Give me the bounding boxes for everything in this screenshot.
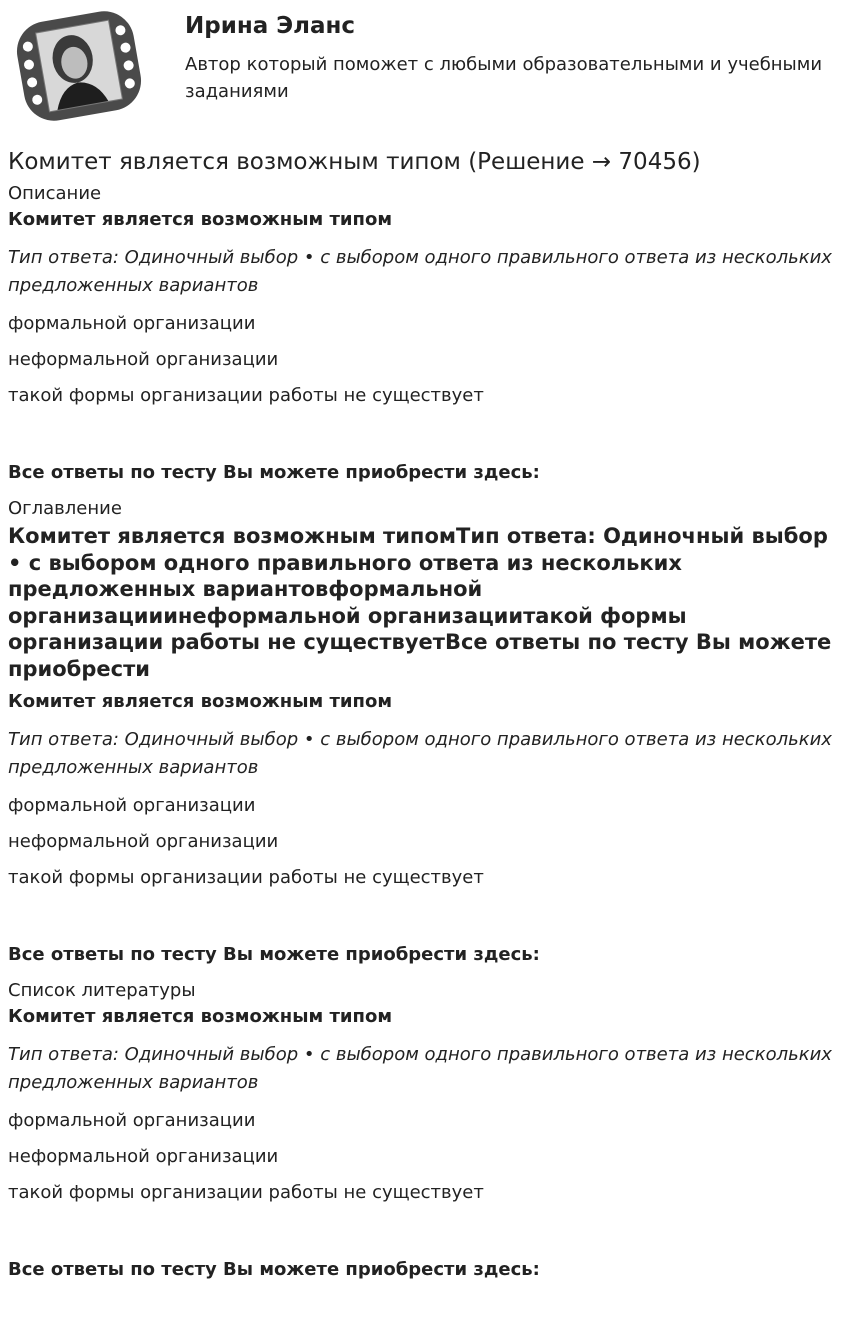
option-item: такой формы организации работы не существует xyxy=(8,867,484,888)
film-frame-avatar-icon xyxy=(8,6,150,126)
option-item: неформальной организации xyxy=(8,1146,279,1167)
description-label: Описание xyxy=(8,183,102,204)
page-title: Комитет является возможным типом (Решение → 70456) xyxy=(8,149,701,175)
option-item: такой формы организации работы не существует xyxy=(8,1182,484,1203)
answer-type: Тип ответа: Одиночный выбор • с выбором одного правильного ответа из нескольких предложенных вариантов xyxy=(8,247,832,296)
buy-answers-text: Все ответы по тесту Вы можете приобрести здесь: xyxy=(8,944,540,965)
answer-type: Тип ответа: Одиночный выбор • с выбором одного правильного ответа из нескольких предложенных вариантов xyxy=(8,729,832,778)
author-name: Ирина Эланс xyxy=(185,13,356,39)
toc-label: Оглавление xyxy=(8,498,122,519)
document-page xyxy=(8,0,839,1282)
option-item: формальной организации xyxy=(8,795,256,816)
option-item: неформальной организации xyxy=(8,349,279,370)
question-title: Комитет является возможным типом xyxy=(8,691,393,712)
question-title: Комитет является возможным типом xyxy=(8,209,393,230)
buy-answers-text: Все ответы по тесту Вы можете приобрести здесь: xyxy=(8,462,540,483)
toc-section xyxy=(8,497,839,967)
literature-label: Список литературы xyxy=(8,980,196,1001)
toc-heading: Комитет является возможным типомТип ответа: Одиночный выбор • с выбором одного правильного ответа из нескольких предложенных вариантовформальной организацииинеформальной организациитакой формы организации работы не существуетВсе ответы по тесту Вы можете приобрести xyxy=(8,524,832,681)
author-description: Автор который поможет с любыми образовательными и учебными заданиями xyxy=(185,54,823,102)
option-item: неформальной организации xyxy=(8,831,279,852)
option-item: формальной организации xyxy=(8,1110,256,1131)
answer-type: Тип ответа: Одиночный выбор • с выбором одного правильного ответа из нескольких предложенных вариантов xyxy=(8,1044,832,1093)
description-section xyxy=(8,182,839,485)
option-item: формальной организации xyxy=(8,313,256,334)
question-title: Комитет является возможным типом xyxy=(8,1006,393,1027)
author-block xyxy=(8,0,839,130)
literature-section xyxy=(8,979,839,1282)
buy-answers-text: Все ответы по тесту Вы можете приобрести здесь: xyxy=(8,1259,540,1280)
option-item: такой формы организации работы не существует xyxy=(8,385,484,406)
